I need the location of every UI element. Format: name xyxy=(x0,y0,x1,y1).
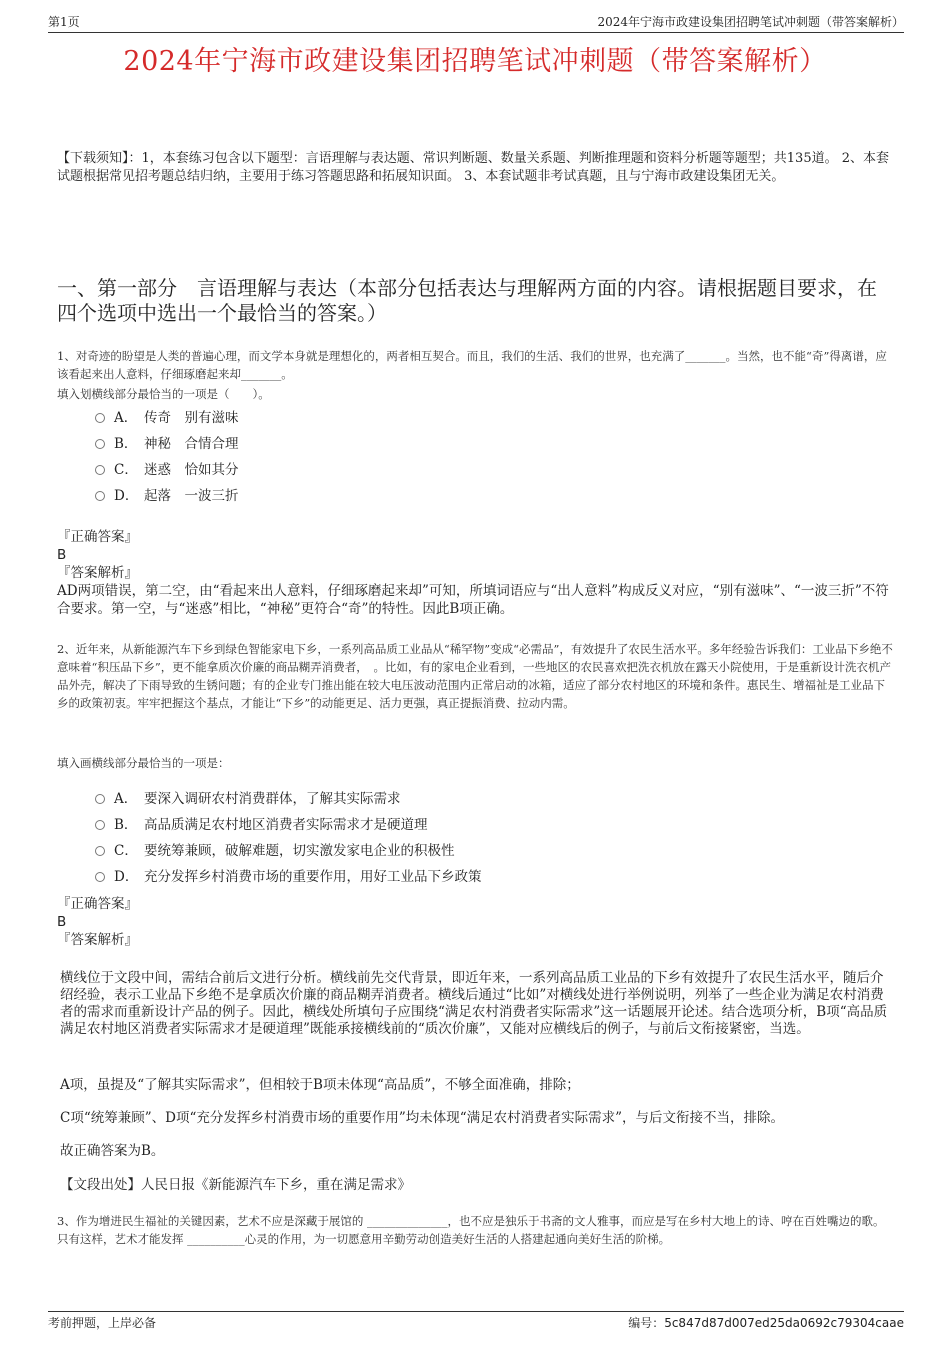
radio-icon[interactable] xyxy=(95,872,105,882)
analysis-paragraph-4: 故正确答案为B。 xyxy=(60,1143,165,1159)
answer-label: 『正确答案』 xyxy=(57,529,138,545)
answer-value: B xyxy=(57,547,67,563)
question-1-options xyxy=(95,405,239,509)
question-1-answer-block xyxy=(57,528,895,618)
radio-icon[interactable] xyxy=(95,820,105,830)
analysis-paragraph-3: C项“统筹兼顾”、D项“充分发挥乡村消费市场的重要作用”均未体现“满足农村消费者实际需求”，与后文衔接不当，排除。 xyxy=(60,1110,785,1126)
answer-value: B xyxy=(57,914,67,930)
radio-icon[interactable] xyxy=(95,491,105,501)
download-notice: 【下载须知】：1，本套练习包含以下题型：言语理解与表达题、常识判断题、数量关系题、判断推理题和资料分析题等题型；共135道。 2、本套试题根据常见招考题总结归纳，主要用于练习答题思路和拓展知识面。 3、本套试题非考试真题，且与宁海市政建设集团无关。 xyxy=(57,151,889,184)
document-code: 编号：5c847d87d007ed25da0692c79304caae xyxy=(628,1316,904,1330)
radio-icon[interactable] xyxy=(95,794,105,804)
radio-icon[interactable] xyxy=(95,413,105,423)
question-1-prompt: 填入划横线部分最恰当的一项是（ ）。 xyxy=(57,387,270,401)
header-doc-title: 2024年宁海市政建设集团招聘笔试冲刺题（带答案解析） xyxy=(597,15,904,29)
page-footer xyxy=(48,1311,904,1332)
analysis-text: AD两项错误，第二空，由“看起来出人意料，仔细琢磨起来却”可知，所填词语应与“出人意料”构成反义对应，“别有滋味”、“一波三折”不符合要求。第一空，与“迷惑”相比，“神秘”更符合“奇”的特性。因此B项正确。 xyxy=(57,583,889,617)
question-2-stem: 2、近年来，从新能源汽车下乡到绿色智能家电下乡，一系列高品质工业品从“稀罕物”变成“必需品”，有效提升了农民生活水平。多年经验告诉我们：工业品下乡绝不意味着“积压品下乡”，更不能拿质次价廉的商品糊弄消费者， 。比如，有的家电企业看到，一些地区的农民喜欢把洗衣机放在露天小院使用，于是重新设计洗衣机产品外壳，解决了下雨导致的生锈问题；有的企业专门推出能在较大电压波动范围内正常启动的冰箱，适应了部分农村地区的环境和条件。惠民生、增福祉是工业品下乡的政策初衷。牢牢把握这个基点，才能让“下乡”的动能更足、活力更强，真正提振消费、拉动内需。 xyxy=(57,642,893,710)
option-d[interactable]: D． 起落 一波三折 xyxy=(95,483,239,509)
question-3-stem: 3、作为增进民生福祉的关键因素，艺术不应是深藏于展馆的 ______________，也不应是独乐于书斋的文人雅事，而应是写在乡村大地上的诗、哼在百姓嘴边的歌。只有这样，艺术才能发挥 __________心灵的作用，为一切愿意用辛勤劳动创造美好生活的人搭建起通向美好生活的阶梯。 xyxy=(57,1214,885,1246)
question-2-prompt: 填入画横线部分最恰当的一项是： xyxy=(57,756,230,770)
option-a[interactable]: A． 要深入调研农村消费群体，了解其实际需求 xyxy=(95,786,482,812)
analysis-paragraph-1: 横线位于文段中间，需结合前后文进行分析。横线前先交代背景，即近年来，一系列高品质工业品的下乡有效提升了农民生活水平，随后介绍经验，表示工业品下乡绝不是拿质次价廉的商品糊弄消费者。横线后通过“比如”对横线处进行举例说明，列举了一些企业为满足农村消费者的需求而重新设计产品的例子。因此，横线处所填句子应围绕“满足农村消费者实际需求”这一话题展开论述。结合选项分析，B项“高品质满足农村地区消费者实际需求才是硬道理”既能承接横线前的“质次价廉”，又能对应横线后的例子，与前后文衔接紧密，当选。 xyxy=(60,970,888,1037)
section-title: 一、第一部分 言语理解与表达（本部分包括表达与理解两方面的内容。请根据题目要求，在四个选项中选出一个最恰当的答案。） xyxy=(57,276,877,325)
option-a[interactable]: A． 传奇 别有滋味 xyxy=(95,405,239,431)
page-header xyxy=(48,14,904,33)
question-1-stem: 1、对奇迹的盼望是人类的普遍心理，而文学本身就是理想化的，两者相互契合。而且，我们的生活、我们的世界，也充满了_______。当然，也不能“奇”得离谱，应该看起来出人意料，仔细琢磨起来却_______。 xyxy=(57,349,887,381)
question-2-options xyxy=(95,786,482,890)
option-d[interactable]: D． 充分发挥乡村消费市场的重要作用，用好工业品下乡政策 xyxy=(95,864,482,890)
answer-label: 『正确答案』 xyxy=(57,896,138,912)
footer-slogan: 考前押题，上岸必备 xyxy=(48,1316,157,1330)
radio-icon[interactable] xyxy=(95,465,105,475)
analysis-label: 『答案解析』 xyxy=(57,565,138,581)
option-c[interactable]: C． 迷惑 恰如其分 xyxy=(95,457,239,483)
radio-icon[interactable] xyxy=(95,846,105,856)
analysis-label: 『答案解析』 xyxy=(57,932,138,948)
page-number: 第1页 xyxy=(48,15,80,29)
option-b[interactable]: B． 高品质满足农村地区消费者实际需求才是硬道理 xyxy=(95,812,482,838)
radio-icon[interactable] xyxy=(95,439,105,449)
option-c[interactable]: C． 要统筹兼顾，破解难题，切实激发家电企业的积极性 xyxy=(95,838,482,864)
question-2-answer-block xyxy=(57,895,895,949)
option-b[interactable]: B． 神秘 合情合理 xyxy=(95,431,239,457)
source-citation: 【文段出处】人民日报《新能源汽车下乡，重在满足需求》 xyxy=(60,1177,411,1193)
document-title: 2024年宁海市政建设集团招聘笔试冲刺题（带答案解析） xyxy=(123,46,827,77)
analysis-paragraph-2: A项，虽提及“了解其实际需求”，但相较于B项未体现“高品质”，不够全面准确，排除； xyxy=(60,1077,580,1093)
